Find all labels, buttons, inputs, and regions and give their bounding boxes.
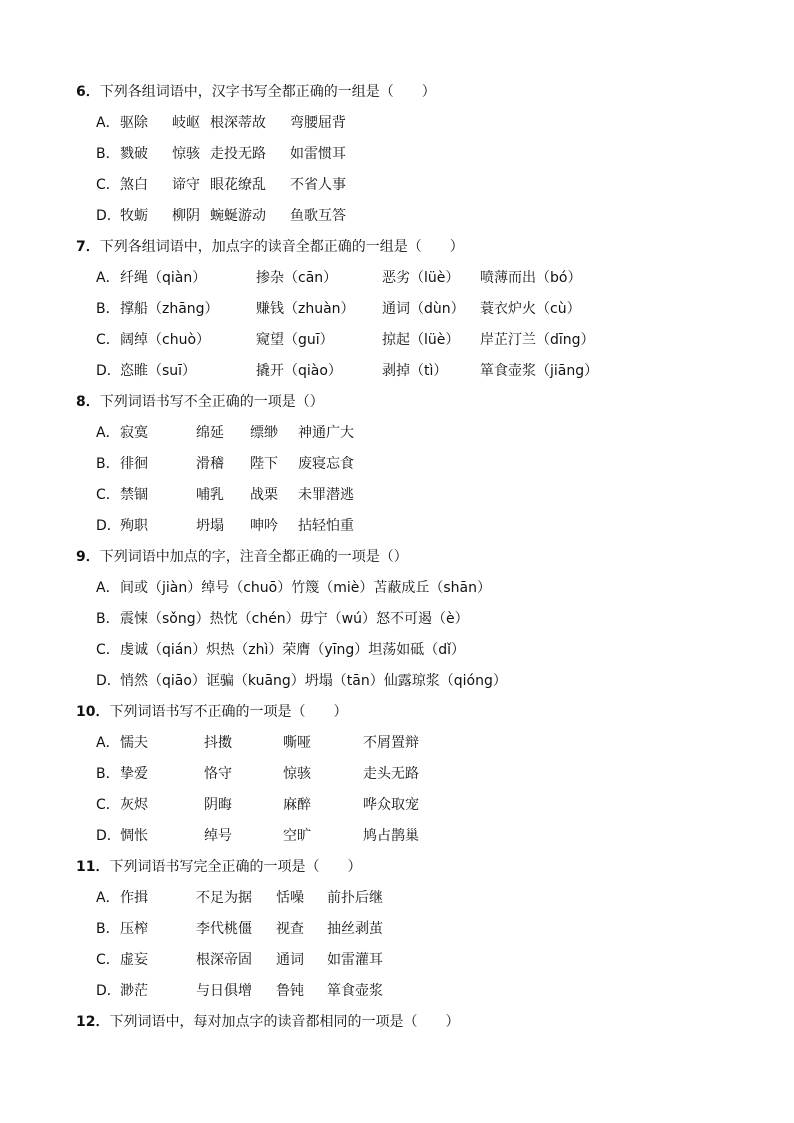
option-label: C． [96,642,120,658]
option-item: 根深帝固 [196,952,252,968]
option-item: 惊骇 [172,146,200,162]
option-item: 陛下 [250,456,278,472]
option-item: 赚钱（zhuàn） [256,301,355,317]
option-item: 懦夫 [120,735,148,751]
option-item: 箪食壶浆 [327,983,383,999]
option-label: A． [96,270,120,286]
option-item: 麻醉 [283,797,311,813]
option-item: 抽丝剥茧 [327,921,383,937]
option-item: 岐岖 [172,115,200,131]
question-stem [76,1012,459,1032]
option-item: 嘶哑 [283,735,311,751]
option-item: 纤绳（qiàn） [120,270,207,286]
question-stem [76,547,408,567]
option-item: 李代桃僵 [196,921,252,937]
question-number: 8． [76,394,100,410]
option-item: 恬噪 [276,890,304,906]
option-item: 坍塌 [196,518,224,534]
option-item: 走投无路 [210,146,266,162]
option-item: 与日俱增 [196,983,252,999]
option-item: 不足为据 [196,890,252,906]
option-item: 驱除 [120,115,148,131]
question-number: 7． [76,239,100,255]
option-item: 掺杂（cān） [256,270,338,286]
option-label: A． [96,115,120,131]
option-item: 悄然（qiāo）诓骗（kuāng）坍塌（tān）仙露琼浆（qióng） [120,673,507,689]
option-label: D． [96,208,121,224]
option-item: 如雷灌耳 [327,952,383,968]
option-item: 恪守 [204,766,232,782]
question-stem [76,392,324,412]
option-item: 挚爱 [120,766,148,782]
option-item: 蓑衣炉火（cù） [480,301,581,317]
option-item: 徘徊 [120,456,148,472]
option-label: C． [96,487,120,503]
question-stem [76,82,436,102]
question-stem [76,237,464,257]
option-item: 视查 [276,921,304,937]
option-item: 作揖 [120,890,148,906]
option-label: B． [96,301,120,317]
option-item: 不屑置辩 [363,735,419,751]
option-label: C． [96,177,120,193]
option-item: 鲁钝 [276,983,304,999]
option-item: 剥掉（tì） [382,363,448,379]
option-item: 绰号 [204,828,232,844]
option-item: 灰烬 [120,797,148,813]
option-label: D． [96,673,121,689]
option-label: B． [96,146,120,162]
option-item: 渺茫 [120,983,148,999]
option-item: 鱼歌互答 [290,208,346,224]
option-item: 绵延 [196,425,224,441]
option-label: C． [96,797,120,813]
option-item: 寂寞 [120,425,148,441]
question-text: 下列各组词语中，汉字书写全都正确的一组是（ ） [99,84,436,100]
option-item: 蜿蜒游动 [210,208,266,224]
option-item: 拈轻怕重 [298,518,354,534]
option-item: 呻吟 [250,518,278,534]
option-item: 牧蛎 [120,208,148,224]
option-label: D． [96,363,121,379]
question-number: 10． [76,704,110,720]
option-label: B． [96,766,120,782]
option-item: 不省人事 [290,177,346,193]
option-label: C． [96,332,120,348]
option-item: 通词（dùn） [382,301,465,317]
option-label: A． [96,735,120,751]
option-label: C． [96,952,120,968]
option-item: 滑稽 [196,456,224,472]
option-label: B． [96,456,120,472]
option-item: 根深蒂故 [210,115,266,131]
option-item: 空旷 [283,828,311,844]
option-item: 未罪潜逃 [298,487,354,503]
option-item: 压榨 [120,921,148,937]
option-item: 震悚（sǒng）热忱（chén）毋宁（wú）怒不可遏（è） [120,611,469,627]
option-item: 岸芷汀兰（dīng） [480,332,595,348]
option-item: 缥缈 [250,425,278,441]
option-item: 哗众取宠 [363,797,419,813]
option-item: 战栗 [250,487,278,503]
option-item: 废寝忘食 [298,456,354,472]
option-label: D． [96,828,121,844]
question-number: 12． [76,1014,110,1030]
option-label: A． [96,425,120,441]
question-text: 下列各组词语中，加点字的读音全都正确的一组是（ ） [99,239,464,255]
question-text: 下列词语书写完全正确的一项是（ ） [109,859,362,875]
question-text: 下列词语书写不全正确的一项是（） [99,394,324,410]
option-label: B． [96,611,120,627]
option-item: 眼花缭乱 [210,177,266,193]
option-item: 掠起（lüè） [382,332,460,348]
question-number: 11． [76,859,110,875]
question-stem [76,702,347,722]
question-text: 下列词语中加点的字，注音全都正确的一项是（） [99,549,408,565]
option-label: A． [96,580,120,596]
option-item: 窥望（guī） [256,332,334,348]
option-item: 如雷惯耳 [290,146,346,162]
option-label: D． [96,518,121,534]
option-item: 殉职 [120,518,148,534]
option-item: 煞白 [120,177,148,193]
option-item: 柳阴 [172,208,200,224]
option-item: 撬开（qiào） [256,363,342,379]
option-item: 惊骇 [283,766,311,782]
option-item: 禁锢 [120,487,148,503]
option-item: 谛守 [172,177,200,193]
option-item: 神通广大 [298,425,354,441]
option-item: 走头无路 [363,766,419,782]
option-item: 鸠占鹊巢 [363,828,419,844]
option-item: 撑船（zhāng） [120,301,219,317]
question-text: 下列词语中，每对加点字的读音都相同的一项是（ ） [109,1014,460,1030]
option-item: 通词 [276,952,304,968]
option-item: 箪食壶浆（jiāng） [480,363,599,379]
option-item: 恣睢（suī） [120,363,197,379]
option-item: 惆怅 [120,828,148,844]
option-item: 恶劣（lüè） [382,270,460,286]
option-item: 哺乳 [196,487,224,503]
option-item: 戮破 [120,146,148,162]
question-text: 下列词语书写不正确的一项是（ ） [109,704,348,720]
option-item: 阴晦 [204,797,232,813]
option-item: 虚妄 [120,952,148,968]
option-label: A． [96,890,120,906]
question-stem [76,857,361,877]
option-item: 虔诚（qián）炽热（zhì）荣膺（yīng）坦荡如砥（dǐ） [120,642,466,658]
option-label: D． [96,983,121,999]
option-item: 喷薄而出（bó） [480,270,582,286]
question-number: 6． [76,84,100,100]
question-number: 9． [76,549,100,565]
option-item: 阔绰（chuò） [120,332,211,348]
option-item: 前扑后继 [327,890,383,906]
option-label: B． [96,921,120,937]
option-item: 弯腰屈背 [290,115,346,131]
option-item: 间或（jiàn）绰号（chuō）竹篾（miè）苫蔽成丘（shān） [120,580,491,596]
option-item: 抖擞 [204,735,232,751]
